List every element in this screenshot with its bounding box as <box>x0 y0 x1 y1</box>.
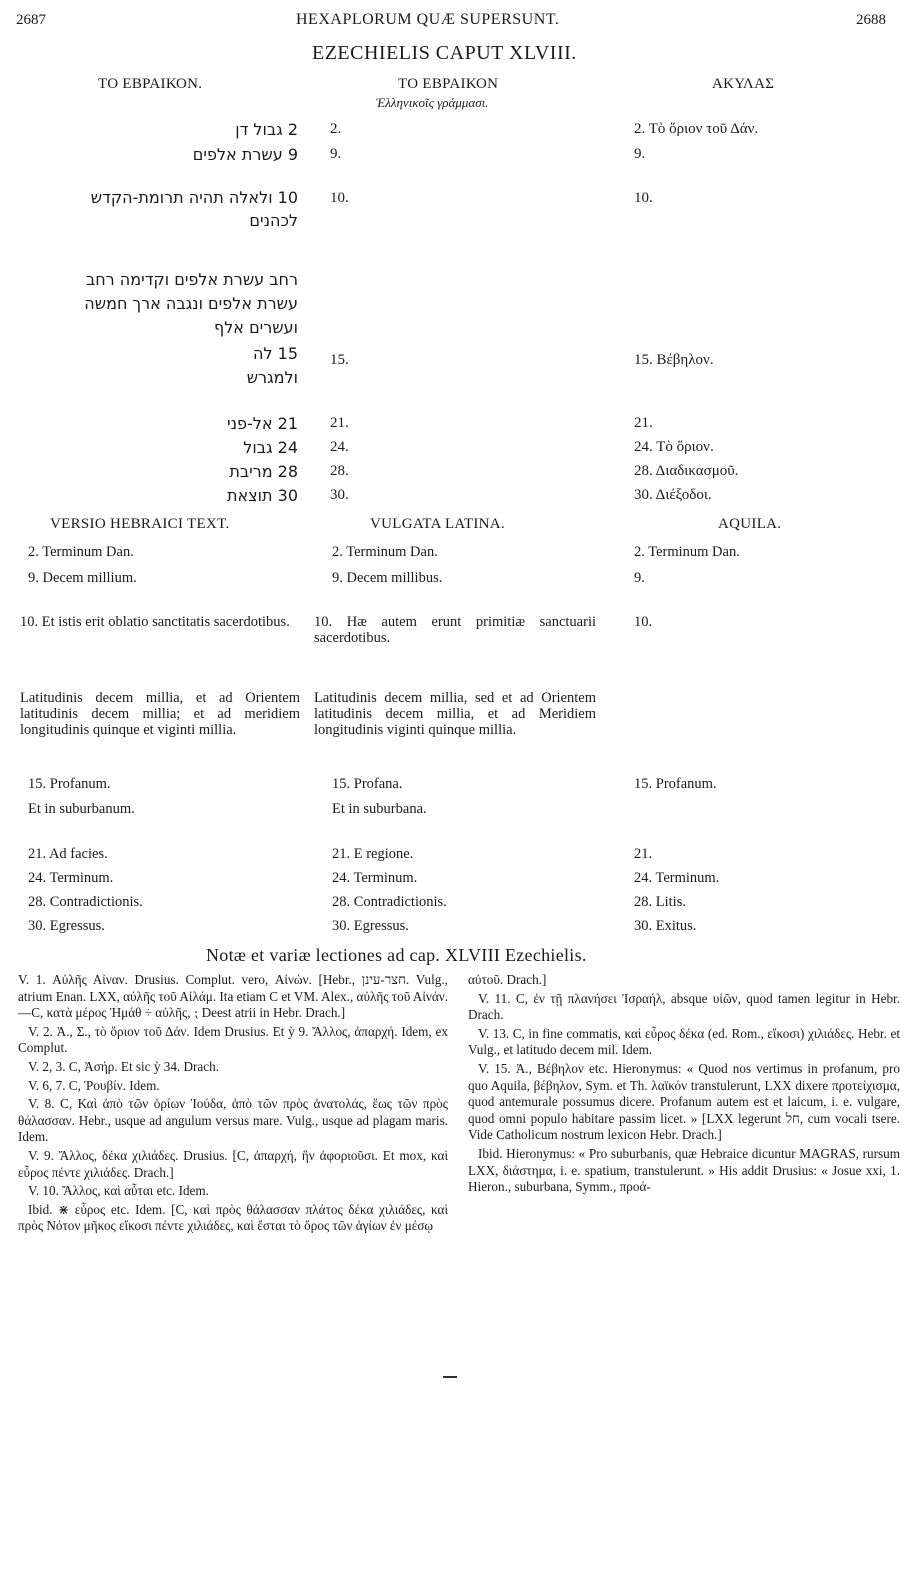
notes-left-column <box>18 972 448 1237</box>
versio-text: 9. Decem millium. <box>28 570 137 586</box>
aquila-latin-text: 10. <box>634 614 653 630</box>
header-translit-sub: Ἑλληνικοῖς γράμμασι. <box>376 95 489 110</box>
notes-title: Notæ et variæ lectiones ad cap. XLVIII Ezechielis. <box>206 945 587 965</box>
note-paragraph: αὐτοῦ. Drach.] <box>468 972 547 987</box>
note-paragraph: V. 9. Ἄλλος, δέκα χιλιάδες. Drusius. [C, ἀπαρχή, ἣν ἀφοριοῦσι. Et mox, καὶ εὖρος πέντε χιλιάδες. Drach.] <box>18 1147 448 1180</box>
translit-text: 24. <box>330 439 349 455</box>
page-end-mark <box>443 1376 457 1378</box>
aquila-latin-text: 28. Litis. <box>634 894 686 910</box>
hebrew-text: 15 לה <box>253 344 298 363</box>
hebrew-text: 9 עשרת אלפים <box>192 145 298 164</box>
vulgata-text: 30. Egressus. <box>332 918 409 934</box>
versio-text: 21. Ad facies. <box>28 846 108 862</box>
aquila-text: 21. <box>634 415 653 431</box>
versio-text: Et in suburbanum. <box>28 801 135 817</box>
notes-right-column <box>468 972 900 1198</box>
hebrew-text: 2 גבול דן <box>235 120 298 139</box>
translit-text: 15. <box>330 352 349 368</box>
hebrew-text: לכהנים <box>249 211 298 230</box>
vulgata-text: 9. Decem millibus. <box>332 570 443 586</box>
aquila-text: 28. Διαδικασμοῦ. <box>634 463 739 479</box>
aquila-text: 2. Τὸ ὅριον τοῦ Δάν. <box>634 121 759 137</box>
chapter-title: EZECHIELIS CAPUT XLVIII. <box>312 42 577 64</box>
vulgata-text: 2. Terminum Dan. <box>332 544 438 560</box>
aquila-latin-text: 30. Exitus. <box>634 918 697 934</box>
translit-text: 10. <box>330 190 349 206</box>
page-number-left: 2687 <box>16 12 46 28</box>
aquila-latin-text: 2. Terminum Dan. <box>634 544 740 560</box>
header-aquila-latin: AQUILA. <box>718 516 782 532</box>
page-number-right: 2688 <box>856 12 886 28</box>
aquila-latin-text: 24. Terminum. <box>634 870 720 886</box>
note-paragraph: V. 13. C, in fine commatis, καὶ εὖρος δέκα (ed. Rom., εἴκοσι) χιλιάδες. Hebr. et Vulg., et latitudo decem mil. Idem. <box>468 1025 900 1058</box>
translit-text: 2. <box>330 121 342 137</box>
hebrew-text: ולמגרש <box>246 368 298 387</box>
aquila-latin-text: 21. <box>634 846 653 862</box>
note-paragraph: V. 10. Ἄλλος, καὶ αὗται etc. Idem. <box>28 1183 209 1199</box>
hebrew-text: 24 גבול <box>243 438 298 457</box>
header-translit: ΤΟ ΕΒΡΑΙΚΟΝ <box>398 76 499 92</box>
header-vulgata: VULGATA LATINA. <box>370 516 505 532</box>
aquila-text: 10. <box>634 190 653 206</box>
translit-text: 30. <box>330 487 349 503</box>
translit-text: 21. <box>330 415 349 431</box>
translit-text: 9. <box>330 146 342 162</box>
vulgata-text: Et in suburbana. <box>332 801 427 817</box>
note-paragraph: V. 8. C, Καὶ ἀπὸ τῶν ὁρίων Ἰούδα, ἀπὸ τῶν πρὸς ἀνατολάς, ἕως τῶν πρὸς θάλασσαν. Hebr., usque ad angulum versus mare. Vulg., usque ad plagam maris. Idem. <box>18 1096 448 1145</box>
versio-text: 15. Profanum. <box>28 776 111 792</box>
hebrew-text: 30 תוצאת <box>226 486 298 505</box>
note-paragraph: Ibid. Hieronymus: « Pro suburbanis, quæ Hebraice dicuntur MAGRAS, rursum LXX, διάστημα, i. e. spatium, transtulerunt. » His addit Drusius: « Josue xxi, 1. Hieron., suburbana, Symm., προά- <box>468 1145 900 1195</box>
vulgata-text: 21. E regione. <box>332 846 414 862</box>
header-hebrew: ΤΟ ΕΒΡΑΙΚΟΝ. <box>98 76 203 92</box>
note-paragraph: V. 6, 7. C, Ῥουβίν. Idem. <box>28 1077 160 1093</box>
hebrew-text: 21 אל-פני <box>227 414 298 433</box>
hebrew-text: עשרת אלפים ונגבה ארך חמשה <box>84 294 298 313</box>
vulgata-text: Latitudinis decem millia, sed et ad Orientem latitudinis decem millia, et ad Meridiem longitudinis viginti quinque millia. <box>314 690 596 738</box>
hebrew-text: 10 ולאלה תהיה תרומת-הקדש <box>90 188 298 207</box>
vulgata-text: 10. Hæ autem erunt primitiæ sanctuarii sacerdotibus. <box>314 614 596 646</box>
note-paragraph: Ibid. ⋇ εὖρος etc. Idem. [C, καὶ πρὸς θάλασσαν πλάτος δέκα χιλιάδες, καὶ πρὸς Νότον μῆκος εἴκοσι πέντε χιλιάδες, καὶ ἔσται τὸ ὄρος τῶν ἁγίων ἐν μέσῳ <box>18 1201 448 1234</box>
aquila-text: 24. Τὸ ὅριον. <box>634 439 714 455</box>
versio-text: 24. Terminum. <box>28 870 114 886</box>
hebrew-text: 28 מריבת <box>229 462 298 481</box>
header-aquila: ΑΚΥΛΑΣ <box>712 76 775 92</box>
versio-text: 28. Contradictionis. <box>28 894 143 910</box>
versio-text: 30. Egressus. <box>28 918 105 934</box>
header-versio: VERSIO HEBRAICI TEXT. <box>50 516 230 532</box>
aquila-latin-text: 15. Profanum. <box>634 776 717 792</box>
aquila-text: 30. Διέξοδοι. <box>634 487 712 503</box>
aquila-latin-text: 9. <box>634 570 645 586</box>
vulgata-text: 28. Contradictionis. <box>332 894 447 910</box>
translit-text: 28. <box>330 463 349 479</box>
hebrew-text: ועשרים אלף <box>213 318 298 337</box>
versio-text: 2. Terminum Dan. <box>28 544 134 560</box>
aquila-text: 15. Βέβηλον. <box>634 352 714 368</box>
note-paragraph: V. 11. C, ἐν τῇ πλανήσει Ἰσραήλ, absque υἱῶν, quod tamen legitur in Hebr. Drach. <box>468 990 900 1023</box>
aquila-text: 9. <box>634 146 646 162</box>
running-title: HEXAPLORUM QUÆ SUPERSUNT. <box>296 11 560 28</box>
note-paragraph: V. 15. Ἀ., Βέβηλον etc. Hieronymus: « Quod nos vertimus in profanum, pro quo Aquila, βέβηλον, Sym. et Th. λαϊκόν transtulerunt, LXX dixere προτείχισμα, quod antemurale possumus dicere. Profanum autem est et laicum, i. e. vulgare, quod omni populo habitare passim licet. » [LXX legerunt חל, cum vocali tsere. Vide Catholicum nostrum lexicon Hebr. Drach.] <box>468 1060 900 1143</box>
versio-text: 10. Et istis erit oblatio sanctitatis sacerdotibus. <box>20 614 290 630</box>
versio-text: Latitudinis decem millia, et ad Orientem latitudinis decem millia; et ad meridiem longitudinis quinque et viginti millia. <box>20 690 300 738</box>
vulgata-text: 24. Terminum. <box>332 870 418 886</box>
note-paragraph: V. 2. Ἀ., Σ., τὸ ὅριον τοῦ Δάν. Idem Drusius. Et ỳ 9. Ἄλλος, ἀπαρχή. Idem, ex Complut. <box>18 1023 448 1056</box>
hebrew-text: רחב עשרת אלפים וקדימה רחב <box>85 270 298 289</box>
note-paragraph: V. 2, 3. C, Ἀσήρ. Et sic ỳ 34. Drach. <box>28 1058 220 1074</box>
vulgata-text: 15. Profana. <box>332 776 403 792</box>
note-paragraph: V. 1. Αὐλῆς Αἰναν. Drusius. Complut. vero, Αἰνών. [Hebr., חצר-עינן. Vulg., atrium Enan. LXX, αὐλῆς τοῦ Αἰλάμ. Ita etiam C et VM. Alex., αὐλῆς τοῦ Αἰνάν.—C, κατὰ μέρος Ἡμάθ ÷ αὐλῆς, ⁏ Deest atrii in Hebr. Drach.] <box>18 972 448 1021</box>
